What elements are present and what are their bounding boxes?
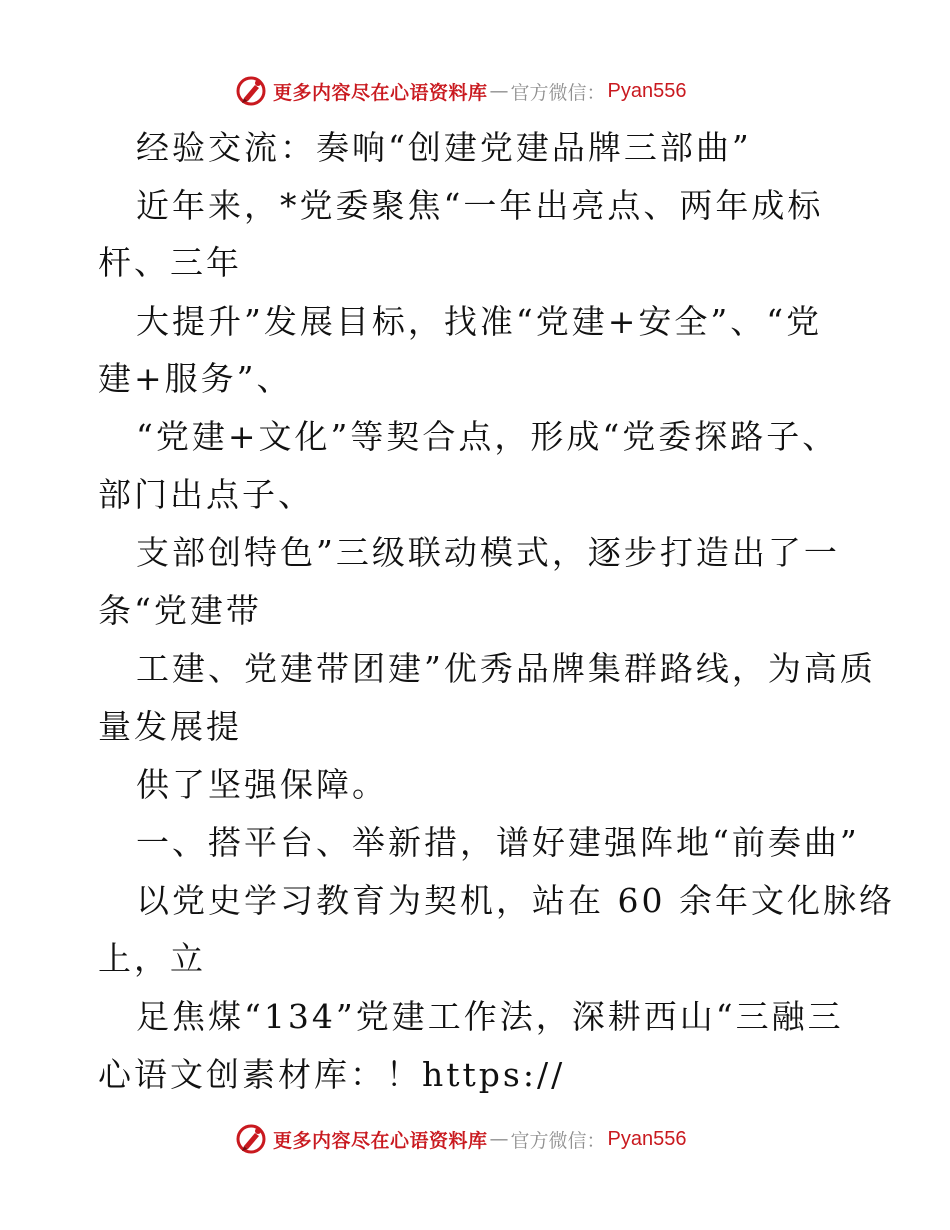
watermark-footer [235,1122,687,1156]
document-title: 经验交流：奏响“创建党建品牌三部曲” [136,128,752,167]
paragraph-line: 建+服务”、 [98,359,293,398]
paragraph-line: 近年来，*党委聚焦“一年出亮点、两年成标 [136,186,824,225]
paragraph-line: “党建+文化”等契合点，形成“党委探路子、 [136,417,839,456]
paragraph-line: 大提升”发展目标，找准“党建+安全”、“党 [136,302,823,341]
paragraph-line: 量发展提 [98,707,242,746]
watermark-official-label: 官方微信： [510,81,606,104]
paragraph-line: 以党史学习教育为契机，站在 60 余年文化脉络 [136,881,895,920]
watermark-text: 更多内容尽在心语资料库 [273,1129,488,1152]
watermark-wechat-id: Pyan556 [607,79,687,102]
paragraph-line: 上，立 [98,939,206,978]
watermark-official-label: 官方微信： [510,1129,606,1152]
paragraph-line: 供了坚强保障。 [136,765,388,804]
watermark-separator: — [489,1128,509,1150]
paragraph-line: 部门出点子、 [98,475,314,514]
paragraph-line: 支部创特色”三级联动模式，逐步打造出了一 [136,533,840,572]
paragraph-line: 杆、三年 [98,243,242,282]
watermark-separator: — [489,80,509,102]
paragraph-line: 条“党建带 [98,591,262,630]
watermark-header [235,74,687,108]
watermark-text: 更多内容尽在心语资料库 [273,81,488,104]
pen-logo-icon [235,1123,267,1155]
section-heading: 一、搭平台、举新措，谱好建强阵地“前奏曲” [136,823,860,862]
paragraph-line: 工建、党建带团建”优秀品牌集群路线，为高质 [136,649,876,688]
pen-logo-icon [235,75,267,107]
paragraph-line: 足焦煤“134”党建工作法，深耕西山“三融三 [136,997,844,1036]
paragraph-line: 心语文创素材库：！https:// [98,1055,566,1094]
watermark-wechat-id: Pyan556 [607,1127,687,1150]
